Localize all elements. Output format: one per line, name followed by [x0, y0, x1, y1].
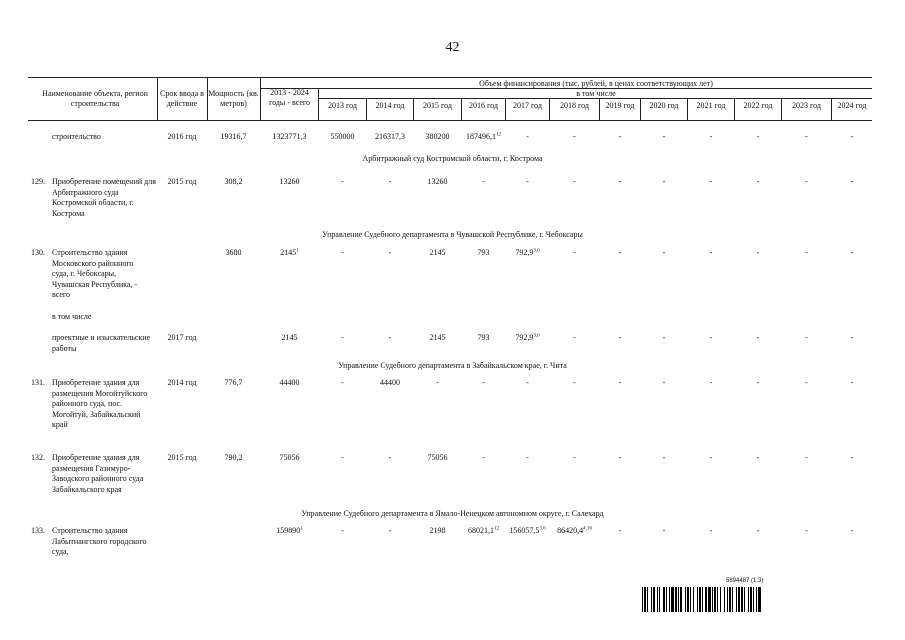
footnote-mark: 1	[296, 248, 299, 254]
cell-2015: 75056	[427, 453, 448, 462]
cell-2015: 2145	[429, 248, 446, 257]
cell-2022: -	[756, 378, 760, 387]
row-capacity: 3680	[225, 248, 242, 257]
barcode-label: 5894487 (1.3)	[726, 578, 764, 584]
cell-2018	[550, 526, 599, 537]
cell-2018: -	[573, 453, 576, 462]
cell-2015: -	[436, 378, 439, 387]
cell-2016: -	[482, 177, 485, 186]
cell-2020: -	[662, 177, 666, 186]
cell-value: 86420,4	[557, 526, 584, 535]
header-capacity: Мощность (кв. метров)	[208, 89, 259, 108]
cell-2021: -	[709, 333, 713, 342]
row-total	[262, 248, 317, 259]
row-number: 131.	[31, 378, 45, 387]
cell-value: 159890	[276, 526, 301, 535]
cell-2014: 216317,3	[375, 132, 405, 141]
header-divider	[260, 77, 261, 120]
cell-2013: -	[341, 333, 344, 342]
row-term: 2015 год	[167, 177, 197, 186]
cell-2023: -	[805, 248, 808, 257]
row-term: 2016 год	[167, 132, 197, 141]
header-name: Наименование объекта, регион строительства	[42, 89, 148, 108]
cell-2023: -	[805, 177, 808, 186]
section-heading: Управление Судебного департамента в Ямало-Ненецком автономном округе, г. Салехард	[301, 509, 604, 518]
header-top-rule	[28, 77, 872, 78]
row-total: 2145	[281, 333, 298, 342]
cell-2013: -	[341, 378, 344, 387]
row-name: Приобретение здания для размещения Могойтуйского районного суда, пос. Могойтуй, Забайкальский край	[52, 378, 148, 429]
row-total: 75056	[279, 453, 300, 462]
header-total: 2013 - 2024 годы - всего	[269, 88, 310, 107]
cell-2013: 550000	[330, 132, 355, 141]
cell-2013: -	[341, 453, 344, 462]
year-2021: 2021 год	[696, 101, 726, 110]
cell-2017: -	[526, 132, 529, 141]
cell-2019: -	[618, 333, 622, 342]
footnote-mark: 4,16	[583, 526, 592, 532]
cell-2022: -	[756, 333, 760, 342]
year-2022: 2022 год	[743, 101, 773, 110]
row-name: Строительство здания Лабытнангского городского суда,	[52, 526, 147, 556]
cell-2016	[462, 132, 505, 143]
cell-2022: -	[756, 453, 760, 462]
cell-2024: -	[850, 378, 854, 387]
footnote-mark: 12	[496, 132, 501, 138]
year-2023: 2023 год	[792, 101, 821, 110]
cell-2014: -	[388, 453, 392, 462]
cell-2014: 44400	[380, 378, 400, 387]
cell-value: 68021,1	[468, 526, 494, 535]
cell-2014: -	[388, 248, 392, 257]
cell-2017	[506, 248, 549, 259]
cell-2020: -	[662, 526, 666, 535]
cell-2019: -	[618, 526, 622, 535]
row-name: Строительство здания Московского районного суда, г. Чебоксары, Чувашская Республика, - всего	[52, 248, 138, 299]
cell-2015: 2145	[429, 333, 446, 342]
cell-2021: -	[709, 248, 713, 257]
year-2024: 2024 год	[837, 101, 867, 110]
cell-2018: -	[573, 132, 576, 141]
cell-2017: -	[526, 453, 529, 462]
row-number: 133.	[31, 526, 45, 535]
cell-value: 2145	[280, 248, 297, 257]
cell-2020: -	[662, 248, 666, 257]
cell-2016: 793	[477, 248, 490, 257]
cell-2014: -	[388, 177, 392, 186]
footnote-mark: 3,6	[533, 333, 540, 339]
footnote-mark: 3,6	[539, 526, 546, 532]
cell-2013: -	[341, 248, 344, 257]
cell-2023: -	[805, 132, 808, 141]
row-name: Приобретение помещений для Арбитражного суда Костромской области, г. Кострома	[52, 177, 156, 218]
cell-2016	[462, 526, 505, 537]
cell-value: 156057,5	[509, 526, 540, 535]
cell-2016: -	[482, 453, 485, 462]
year-2016: 2016 год	[469, 101, 498, 110]
cell-2019: -	[618, 248, 622, 257]
header-bottom-rule	[28, 120, 872, 121]
row-name: Приобретение здания для размещения Газимуро-Заводского районного суда Забайкальского края	[52, 453, 144, 494]
header-term: Срок ввода в действие	[160, 89, 204, 108]
cell-2023: -	[805, 378, 808, 387]
header-incl: в том числе	[576, 89, 616, 98]
cell-2016: 793	[477, 333, 490, 342]
row-capacity: 790,2	[224, 453, 243, 462]
section-heading: Управление Судебного департамента в Чувашской Республике, г. Чебоксары	[322, 230, 583, 239]
cell-2018: -	[573, 177, 576, 186]
row-number: 130.	[31, 248, 45, 257]
row-total: 13260	[279, 177, 300, 186]
cell-2022: -	[756, 177, 760, 186]
row-name: проектные и изыскательские работы	[52, 333, 151, 353]
cell-2015: 13260	[427, 177, 448, 186]
cell-2022: -	[756, 248, 760, 257]
row-capacity: 19316,7	[220, 132, 247, 141]
cell-value: 792,9	[515, 248, 534, 257]
cell-2014: -	[388, 333, 392, 342]
cell-2015: 2198	[429, 526, 446, 535]
cell-2020: -	[662, 132, 666, 141]
cell-2021: -	[709, 132, 713, 141]
cell-2019: -	[618, 378, 622, 387]
row-term: 2014 год	[167, 378, 197, 387]
footnote-mark: 3,6	[533, 248, 540, 254]
cell-2016: -	[482, 378, 485, 387]
cell-2023: -	[805, 526, 808, 535]
year-2019: 2019 год	[605, 101, 635, 110]
cell-2024: -	[850, 177, 854, 186]
cell-2022: -	[756, 526, 760, 535]
cell-2013: -	[341, 177, 344, 186]
cell-2020: -	[662, 378, 666, 387]
cell-2017	[506, 333, 549, 344]
cell-2024: -	[850, 248, 854, 257]
cell-2023: -	[805, 453, 808, 462]
cell-value: 187496,1	[466, 132, 496, 141]
cell-2021: -	[709, 453, 713, 462]
cell-2019: -	[618, 177, 622, 186]
cell-2018: -	[573, 333, 576, 342]
footnote-mark: 1	[300, 526, 303, 532]
cell-2017	[506, 526, 549, 537]
cell-2019: -	[618, 453, 622, 462]
year-2015: 2015 год	[423, 101, 452, 110]
cell-2020: -	[662, 333, 666, 342]
row-term: 2015 год	[167, 453, 197, 462]
cell-2024: -	[850, 132, 854, 141]
cell-2017: -	[526, 378, 529, 387]
barcode	[642, 587, 860, 612]
row-capacity: 776,7	[224, 378, 243, 387]
cell-2014: -	[388, 526, 392, 535]
cell-2022: -	[756, 132, 760, 141]
cell-2015: 380200	[425, 132, 450, 141]
cell-2020: -	[662, 453, 666, 462]
row-subheading: в том числе	[52, 312, 92, 321]
footnote-mark: 12	[494, 526, 499, 532]
row-term: 2017 год	[167, 333, 197, 342]
page-number: 42	[445, 40, 460, 55]
cell-2024: -	[850, 453, 854, 462]
year-2013: 2013 год	[328, 101, 357, 110]
year-2014: 2014 год	[375, 101, 405, 110]
section-heading: Арбитражный суд Костромской области, г. Кострома	[362, 154, 543, 163]
cell-2019: -	[618, 132, 622, 141]
row-total: 44400	[279, 378, 300, 387]
cell-2018: -	[573, 248, 576, 257]
cell-2021: -	[709, 378, 713, 387]
cell-2013: -	[341, 526, 344, 535]
row-total: 1323771,3	[272, 132, 307, 141]
row-number: 132.	[31, 453, 45, 462]
row-number: 129.	[31, 177, 45, 186]
cell-2024: -	[850, 526, 854, 535]
cell-2021: -	[709, 177, 713, 186]
cell-2023: -	[805, 333, 808, 342]
cell-2018: -	[573, 378, 576, 387]
section-heading: Управление Судебного департамента в Забайкальском крае, г. Чита	[338, 361, 567, 370]
year-2018: 2018 год	[560, 101, 589, 110]
cell-2017: -	[526, 177, 529, 186]
cell-2021: -	[709, 526, 713, 535]
barcode-stripe	[761, 587, 762, 612]
row-total	[262, 526, 317, 537]
cell-2024: -	[850, 333, 854, 342]
cell-value: 792,9	[515, 333, 534, 342]
row-name: строительство	[52, 132, 101, 141]
header-financing: Объем финансирования (тыс. рублей, в ценах соответствующих лет)	[479, 79, 713, 88]
row-capacity: 308,2	[224, 177, 243, 186]
year-2017: 2017 год	[513, 101, 542, 110]
year-2020: 2020 год	[649, 101, 679, 110]
